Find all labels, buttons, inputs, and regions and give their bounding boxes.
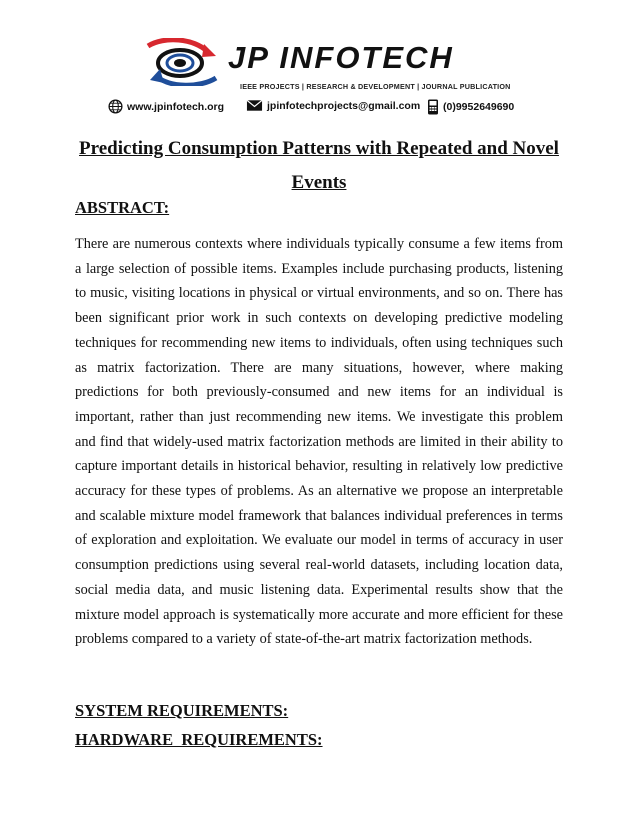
abstract-paragraph: There are numerous contexts where individuals typically consume a few items from a large selection of possible items. Examples include purchasing products, listening to music, visiting locations in physical or virtual environments, and so on. There has been significant prior work in such contexts on developing predictive modeling techniques for recommending new items to individuals, often using techniques such as matrix factorization. There are many situations, however, where making predictions for both previously-consumed and new items for an individual is important, rather than just recommending new items. We investigate this problem and find that widely-used matrix factorization methods are limited in their ability to capture important details in historical behavior, resulting in relatively low predictive accuracy for these types of problems. As an alternative we propose an interpretable and scalable mixture model framework that balances individual preferences in terms of exploration and exploitation. We evaluate our model in terms of accuracy in user consumption predictions using several real-world datasets, including location data, social media data, and music listening data. Experimental results show that the mixture model approach is systematically more accurate and more efficient for these problems compared to a variety of state-of-the-art matrix factorization methods.: [75, 236, 563, 648]
phone-icon: [427, 99, 439, 115]
contact-row: [108, 99, 548, 121]
website-contact: [108, 99, 224, 114]
phone-number: (0)9952649690: [443, 101, 515, 113]
system-requirements-heading: SYSTEM REQUIREMENTS:: [75, 701, 289, 720]
brand-tagline: IEEE PROJECTS | RESEARCH & DEVELOPMENT | JOURNAL PUBLICATION: [240, 82, 511, 91]
jp-infotech-logo-icon: [142, 38, 224, 86]
globe-icon: [108, 99, 123, 114]
hardware-requirements-heading: HARDWARE REQUIREMENTS:: [75, 730, 323, 749]
envelope-icon: [246, 99, 263, 112]
abstract-heading: ABSTRACT:: [75, 198, 170, 217]
brand-name: JP INFOTECH: [228, 40, 454, 75]
email-link[interactable]: jpinfotechprojects@gmail.com: [267, 99, 421, 112]
website-link[interactable]: www.jpinfotech.org: [127, 100, 225, 113]
document-title: Predicting Consumption Patterns with Repeated and Novel Events: [79, 138, 559, 193]
letterhead: [0, 0, 638, 130]
email-contact: [246, 99, 420, 112]
phone-contact: [427, 99, 514, 115]
